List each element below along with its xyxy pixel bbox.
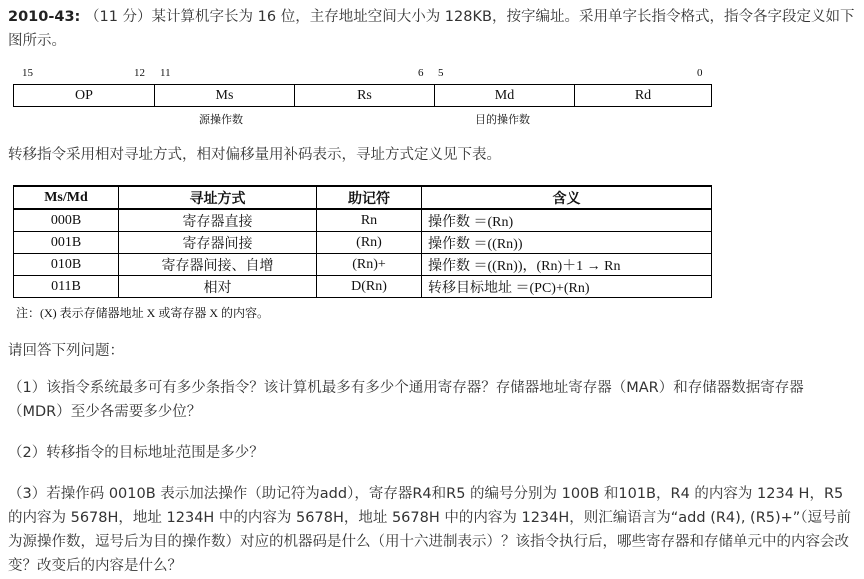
table-cell: 011B	[14, 276, 119, 298]
addressing-mode-table	[13, 185, 712, 298]
table-row	[14, 276, 712, 298]
field-op: OP	[14, 85, 155, 106]
bit-label-6: 6	[418, 67, 424, 79]
table-cell: 000B	[14, 209, 119, 232]
table-cell: 寄存器间接	[119, 232, 317, 254]
problem-id: 2010-43:	[8, 9, 81, 25]
table-cell: 001B	[14, 232, 119, 254]
problem-score: （11 分）	[84, 9, 152, 25]
question-1: （1）该指令系统最多可有多少条指令？该计算机最多有多少个通用寄存器？存储器地址寄存器（MAR）和存储器数据寄存器（MDR）至少各需要多少位？	[8, 380, 804, 420]
table-cell: Rn	[317, 209, 422, 232]
question-3: （3）若操作码 0010B 表示加法操作（助记符为add），寄存器R4和R5 的编号分别为 100B 和101B，R4 的内容为 1234 H，R5 的内容为 5678H，地址 1234H 中的内容为 5678H，地址 5678H 中的内容为 1234H，则汇编语言为“add (R4), (R5)+”（逗号前为源操作数，逗号后为目的操作数）对应的机器码是什么（用十六进制表示）？该指令执行后，哪些寄存器和存储单元中的内容会改变？改变后的内容是什么？	[8, 486, 852, 574]
field-md: Md	[435, 85, 575, 106]
table-cell: 寄存器间接、自增	[119, 254, 317, 276]
table-cell: (Rn)	[317, 232, 422, 254]
table-cell: 操作数 ＝((Rn))	[422, 232, 712, 254]
bit-label-5: 5	[438, 67, 444, 79]
field-rd: Rd	[634, 88, 652, 103]
bit-label-12: 12	[134, 67, 145, 79]
table-cell: 操作数 ＝(Rn)	[422, 209, 712, 232]
table-note: 注：(X) 表示存储器地址 X 或寄存器 X 的内容。	[16, 306, 269, 320]
problem-text: 某计算机字长为 16 位，主存地址空间大小为 128KB，按字编址。采用单字长指令格式，指令各字段定义如下图所示。	[8, 9, 855, 49]
table-row	[14, 232, 712, 254]
destination-operand-label: 目的操作数	[475, 114, 530, 126]
table-row	[14, 209, 712, 232]
field-ms: Ms	[155, 85, 295, 106]
table-cell: 转移目标地址 ＝(PC)+(Rn)	[422, 276, 712, 298]
problem-statement	[8, 5, 858, 53]
table-cell: 相对	[119, 276, 317, 298]
instruction-fields	[13, 84, 712, 107]
table-row	[14, 254, 712, 276]
table-header: 寻址方式	[119, 186, 317, 209]
questions-prompt: 请回答下列问题：	[8, 343, 124, 359]
table-cell: 操作数 ＝((Rn))，(Rn)＋1 → Rn	[422, 254, 712, 276]
table-cell: 010B	[14, 254, 119, 276]
instruction-format-diagram	[13, 64, 712, 126]
table-cell: D(Rn)	[317, 276, 422, 298]
question-2: （2）转移指令的目标地址范围是多少？	[8, 445, 264, 461]
table-header-row	[14, 186, 712, 209]
field-rs: Rs	[295, 85, 435, 106]
source-operand-label: 源操作数	[199, 114, 243, 126]
table-header: 助记符	[317, 186, 422, 209]
table-header: Ms/Md	[14, 186, 119, 209]
bit-label-15: 15	[22, 67, 33, 79]
bit-label-11: 11	[160, 67, 171, 79]
bit-label-0: 0	[697, 67, 703, 79]
table-header: 含义	[422, 186, 712, 209]
table-cell: 寄存器直接	[119, 209, 317, 232]
table-cell: (Rn)+	[317, 254, 422, 276]
addressing-intro: 转移指令采用相对寻址方式，相对偏移量用补码表示，寻址方式定义见下表。	[8, 147, 501, 163]
